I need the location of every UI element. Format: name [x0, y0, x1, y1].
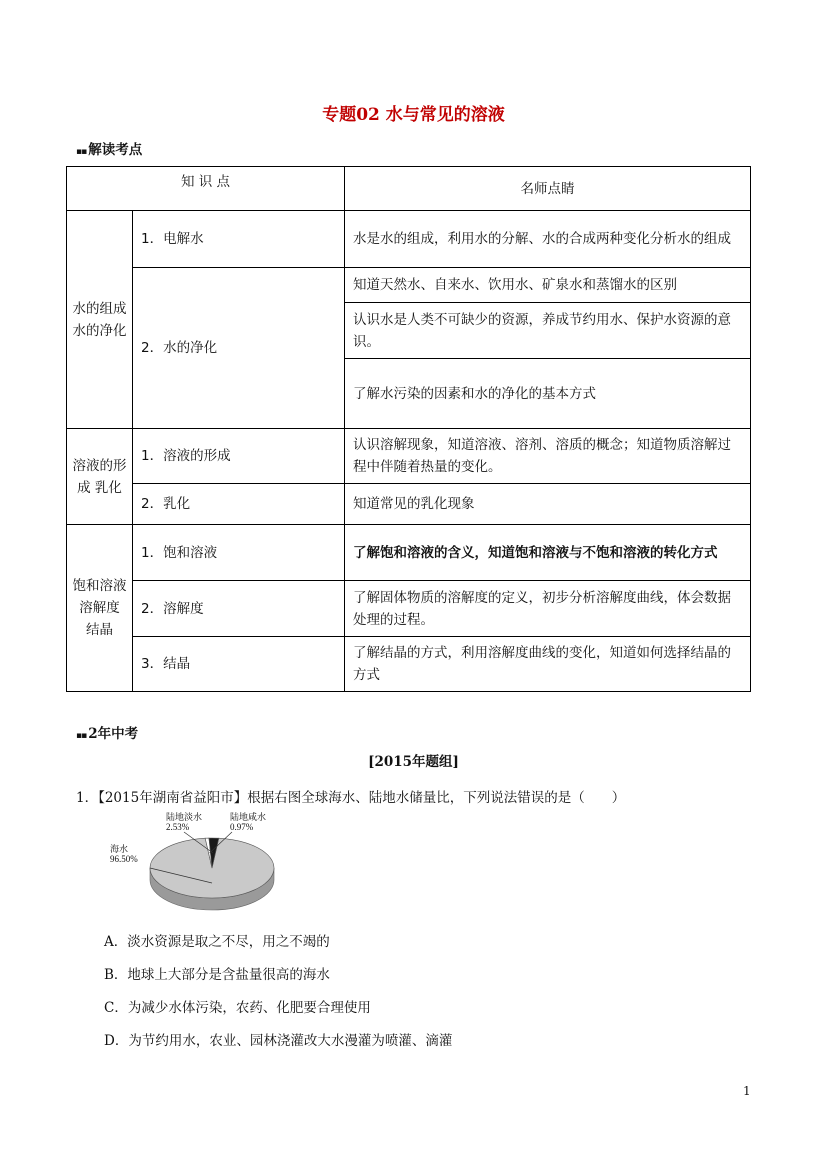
topic-cell: 2．水的净化 — [133, 268, 345, 429]
section-marker-icon: ▪▪ — [76, 147, 87, 157]
note-cell: 了解固体物质的溶解度的定义，初步分析溶解度曲线，体会数据处理的过程。 — [345, 581, 751, 637]
topic-cell: 1．电解水 — [133, 211, 345, 268]
topic-cell: 3．结晶 — [133, 637, 345, 692]
question-group-title: [2015年题组] — [368, 754, 459, 770]
pie-label: 0.97% — [230, 822, 254, 832]
note-cell: 了解结晶的方式，利用溶解度曲线的变化，知道如何选择结晶的方式 — [345, 637, 751, 692]
page-title: 专题02 水与常见的溶液 — [322, 105, 505, 125]
note-cell: 知道常见的乳化现象 — [345, 484, 751, 525]
table-row — [67, 211, 751, 268]
note-cell: 了解水污染的因素和水的净化的基本方式 — [345, 359, 751, 429]
knowledge-points-table — [66, 166, 751, 692]
section-marker-icon: ▪▪ — [76, 731, 87, 741]
note-cell: 认识溶解现象，知道溶液、溶剂、溶质的概念；知道物质溶解过程中伴随着热量的变化。 — [345, 429, 751, 484]
note-cell: 水是水的组成，利用水的分解、水的合成两种变化分析水的组成 — [345, 211, 751, 268]
category-cell: 溶液的形成 乳化 — [67, 429, 133, 525]
table-row — [67, 581, 751, 637]
category-cell: 水的组成 水的净化 — [67, 211, 133, 429]
table-row — [67, 484, 751, 525]
page-number: 1 — [743, 1084, 751, 1098]
question-1-stem: 1．【2015年湖南省益阳市】根据右图全球海水、陆地水储量比，下列说法错误的是（ ） — [76, 790, 626, 806]
pie-label: 2.53% — [166, 822, 190, 832]
section-header-exams — [76, 722, 138, 742]
pie-label: 陆地淡水 — [166, 812, 203, 822]
option-a: A．淡水资源是取之不尽，用之不竭的 — [104, 934, 330, 950]
topic-cell: 1．溶液的形成 — [133, 429, 345, 484]
header-teacher-notes: 名师点睛 — [345, 167, 751, 211]
note-cell: 认识水是人类不可缺少的资源，养成节约用水、保护水资源的意识。 — [345, 303, 751, 359]
pie-label: 海水 — [110, 844, 129, 854]
note-cell: 了解饱和溶液的含义，知道饱和溶液与不饱和溶液的转化方式 — [345, 525, 751, 581]
note-cell: 知道天然水、自来水、饮用水、矿泉水和蒸馏水的区别 — [345, 268, 751, 303]
section-header-interpret — [76, 138, 142, 158]
table-row — [67, 429, 751, 484]
table-row — [67, 268, 751, 303]
category-cell: 饱和溶液 溶解度 结晶 — [67, 525, 133, 692]
table-row — [67, 525, 751, 581]
option-d: D．为节约用水，农业、园林浇灌改大水漫灌为喷灌、滴灌 — [104, 1033, 453, 1049]
header-knowledge-point: 知 识 点 — [67, 167, 345, 211]
option-b: B．地球上大部分是含盐量很高的海水 — [104, 967, 330, 983]
section-label: 解读考点 — [88, 142, 143, 158]
table-row — [67, 637, 751, 692]
topic-cell: 1．饱和溶液 — [133, 525, 345, 581]
option-c: C．为减少水体污染，农药、化肥要合理使用 — [104, 1000, 371, 1016]
water-distribution-pie-chart — [100, 808, 300, 918]
table-header-row — [67, 167, 751, 211]
pie-label: 陆地咸水 — [230, 812, 267, 822]
section-label: 2年中考 — [88, 726, 139, 742]
topic-cell: 2．溶解度 — [133, 581, 345, 637]
pie-label: 96.50% — [110, 854, 138, 864]
topic-cell: 2．乳化 — [133, 484, 345, 525]
